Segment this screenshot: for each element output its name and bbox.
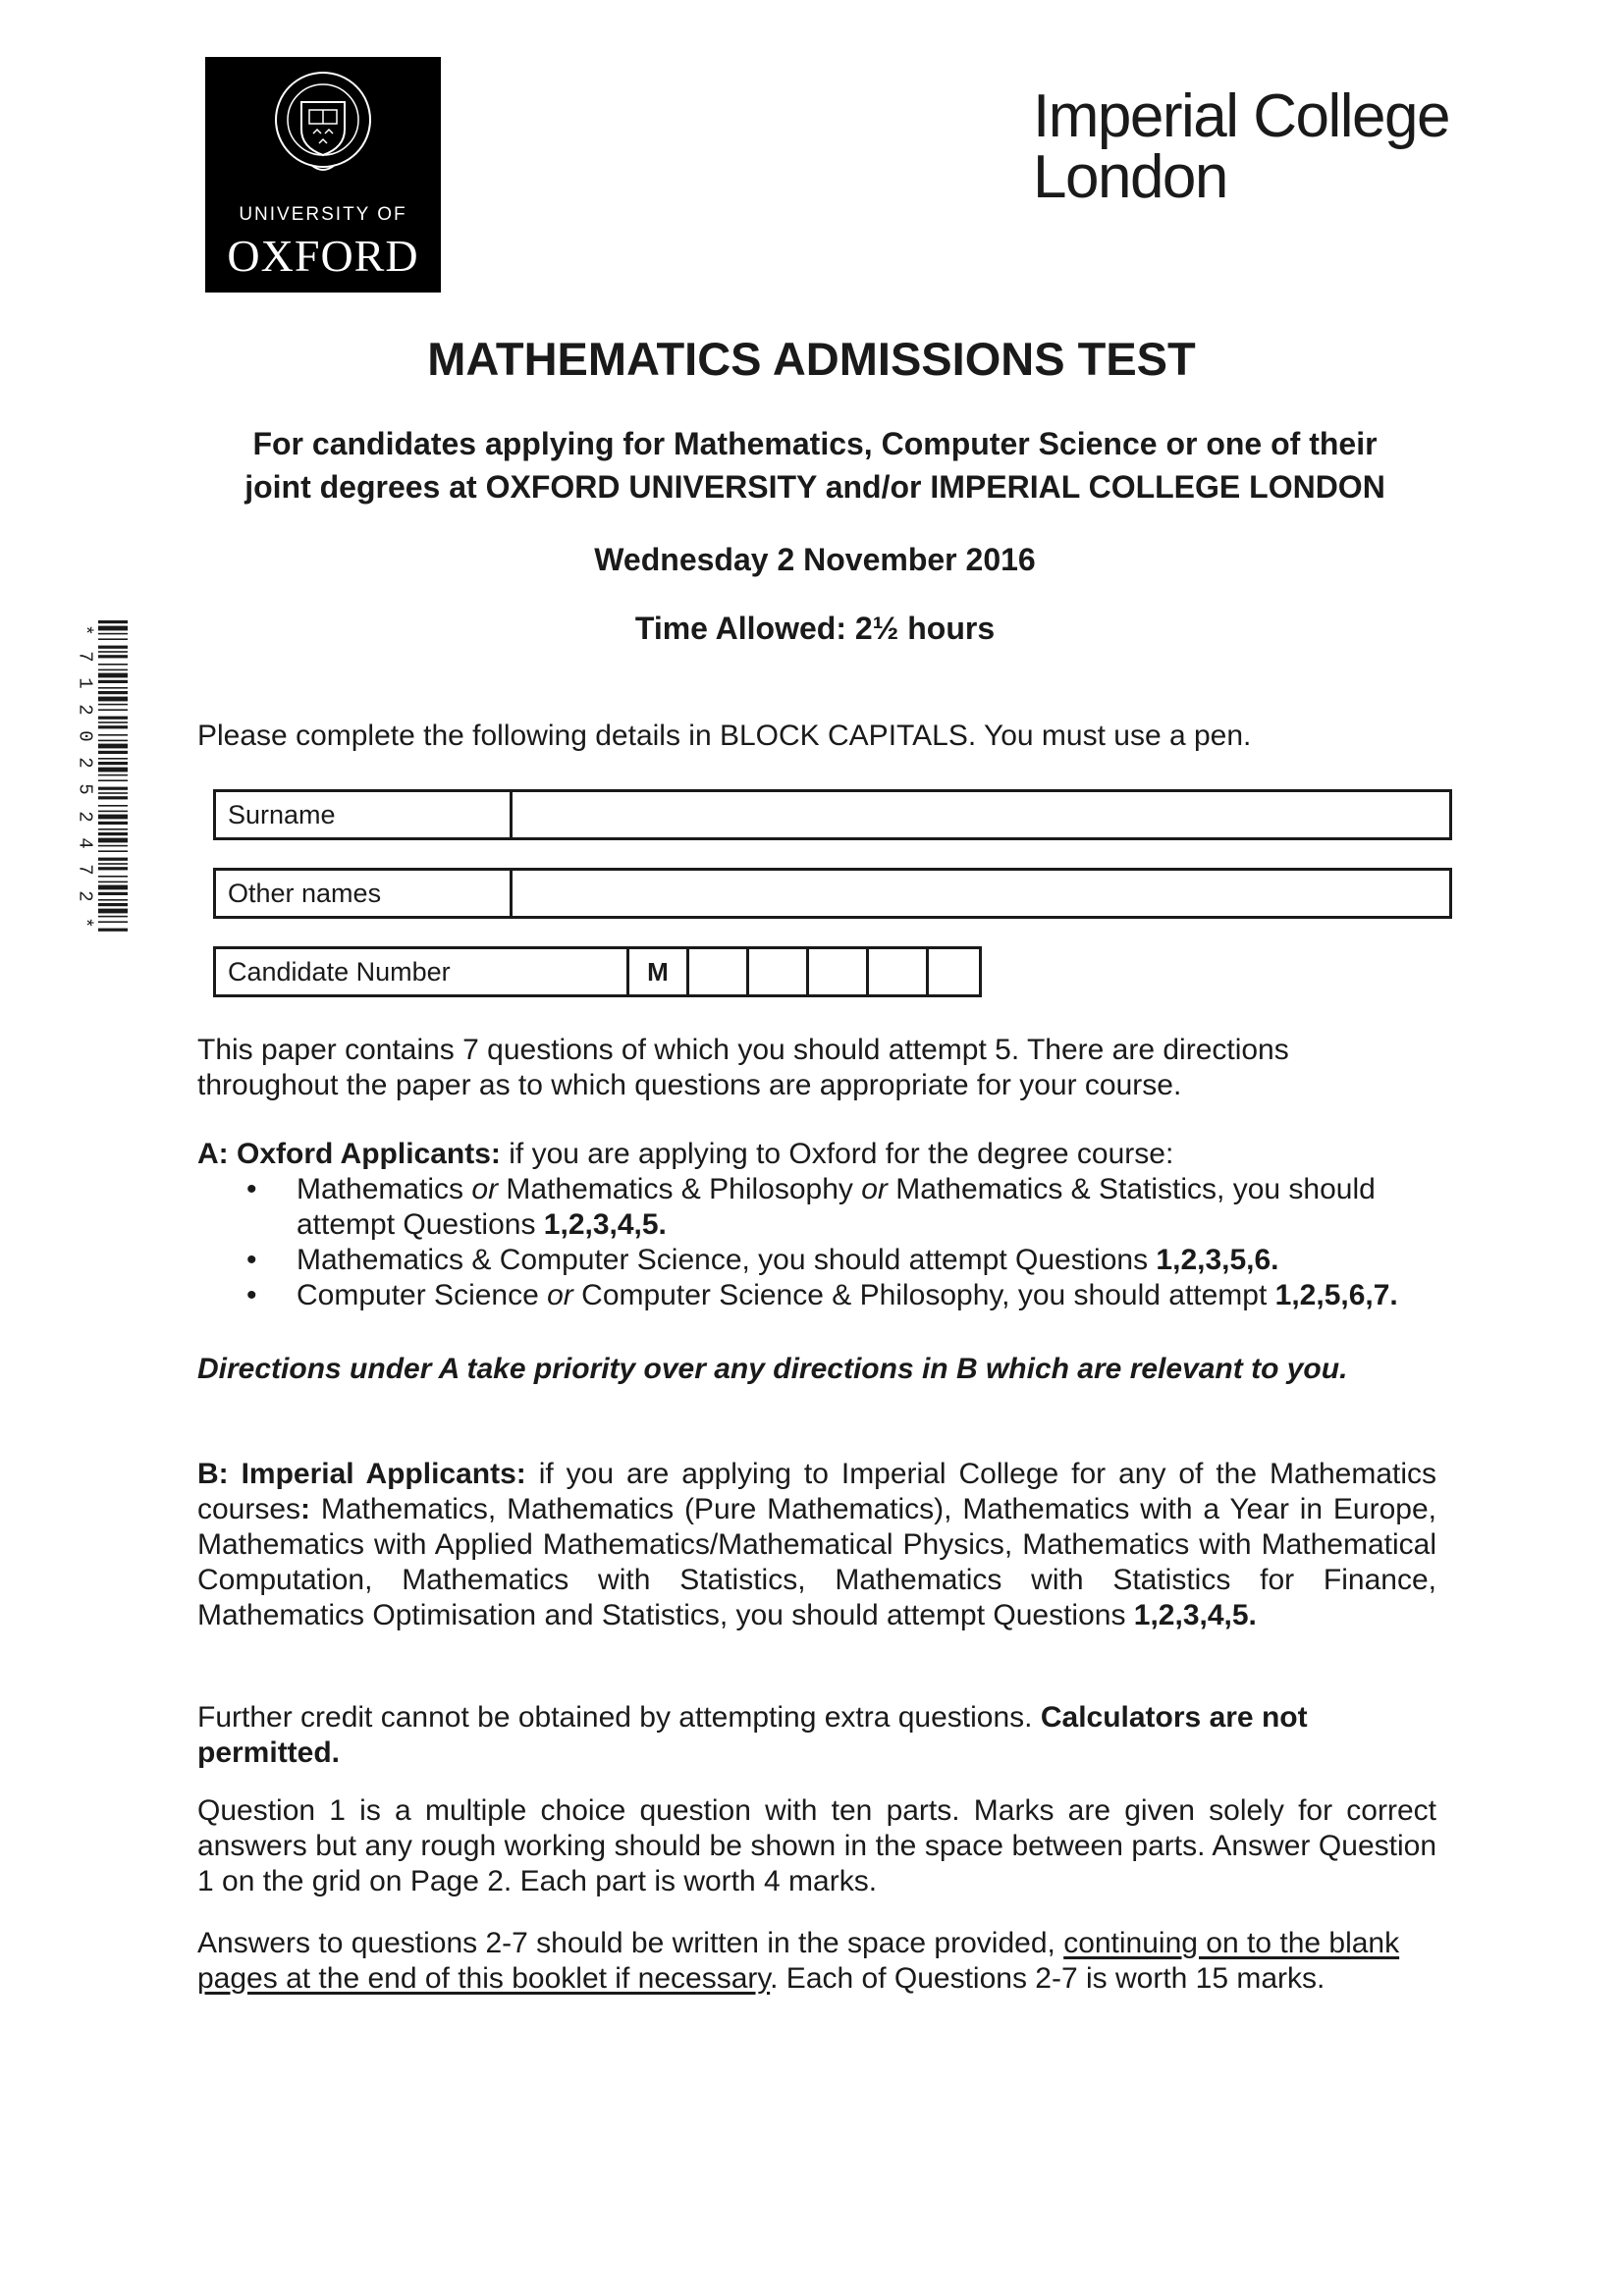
question-1-note: Question 1 is a multiple choice question with ten parts. Marks are given solely for correct answers but any rough working should be shown in the space between parts. Answer Question 1 on the grid on Page 2. Each part is worth 4 marks. xyxy=(197,1794,1436,1897)
barcode-digit: 5 xyxy=(75,783,96,796)
barcode-bar xyxy=(98,909,128,914)
barcode-bar xyxy=(98,744,128,749)
barcode-bar xyxy=(98,876,128,878)
answers-note xyxy=(197,1926,1436,1997)
barcode-bar xyxy=(98,899,128,901)
candidate-number-row xyxy=(213,946,982,997)
barcode-digit: * xyxy=(75,624,96,636)
bullet-text: Mathematics & Computer Science, you should attempt Questions xyxy=(297,1244,1157,1276)
barcode-bar xyxy=(98,832,128,835)
section-a-text: if you are applying to Oxford for the degree course: xyxy=(500,1138,1174,1170)
oxford-logo xyxy=(205,57,441,293)
barcode-bar xyxy=(98,828,128,830)
section-b-text: if you are applying to Imperial College for any of the Mathematics courses xyxy=(197,1458,1437,1525)
section-b-courses: Mathematics, Mathematics (Pure Mathematics), Mathematics with a Year in Europe, Mathematics with Applied Mathematics/Mathematical Physics, Mathematics with Mathematical Computation, Mathematics with Statistics, Mathematics with Statistics for Finance, Mathematics Optimisation and Statistics, you should attempt Questions xyxy=(197,1493,1436,1631)
barcode-bar xyxy=(98,717,128,720)
barcode-text xyxy=(73,620,98,933)
barcode-bar xyxy=(98,697,128,702)
intro-paragraph: This paper contains 7 questions of which you should attempt 5. There are directions throughout the paper as to which questions are appropriate for your course. xyxy=(197,1034,1289,1101)
barcode-bar xyxy=(98,673,128,678)
barcode-digit: 2 xyxy=(75,704,96,716)
barcode-digit: * xyxy=(75,917,96,929)
bullet-or: or xyxy=(861,1173,888,1205)
barcode-bar xyxy=(98,669,128,671)
surname-row xyxy=(213,789,1452,840)
bullet-text: Computer Science & Philosophy, you should attempt xyxy=(572,1279,1275,1311)
barcode-digit: 2 xyxy=(75,757,96,770)
barcode-bar xyxy=(98,892,128,895)
barcode-bar xyxy=(98,881,128,883)
instructions: Please complete the following details in BLOCK CAPITALS. You must use a pen. xyxy=(197,720,1252,752)
imperial-logo-line1: Imperial College xyxy=(1033,82,1449,150)
barcode xyxy=(77,620,128,933)
bullet-text: Computer Science xyxy=(297,1279,548,1311)
list-item xyxy=(197,1278,1436,1313)
list-item xyxy=(197,1243,1436,1278)
section-b-colon: : xyxy=(300,1493,311,1525)
answers-text: Answers to questions 2-7 should be written in the space provided, xyxy=(197,1927,1064,1959)
barcode-bar xyxy=(98,916,128,918)
bullet-questions: 1,2,5,6,7. xyxy=(1274,1279,1398,1311)
barcode-bar xyxy=(98,838,128,843)
subtitle-line2: joint degrees at OXFORD UNIVERSITY and/or IMPERIAL COLLEGE LONDON xyxy=(244,469,1385,505)
oxford-logo-line1: UNIVERSITY OF xyxy=(239,204,407,225)
barcode-bar xyxy=(98,845,128,847)
barcode-bar xyxy=(98,768,128,773)
section-b-heading: B: Imperial Applicants: xyxy=(197,1458,526,1490)
barcode-bar xyxy=(98,740,128,742)
barcode-bar xyxy=(98,680,128,683)
barcode-bar xyxy=(98,792,128,794)
barcode-bar xyxy=(98,687,128,689)
barcode-bar xyxy=(98,863,128,865)
barcode-bar xyxy=(98,758,128,760)
candidate-digit-box[interactable] xyxy=(869,949,929,994)
barcode-bar xyxy=(98,774,128,776)
candidate-number-label: Candidate Number xyxy=(216,949,629,994)
oxford-logo-line2: OXFORD xyxy=(227,231,419,281)
barcode-bar xyxy=(98,721,128,723)
credit-text: Further credit cannot be obtained by attempting extra questions. xyxy=(197,1701,1041,1734)
barcode-digit: 4 xyxy=(75,836,96,849)
answers-text-end: . Each of Questions 2-7 is worth 15 marks. xyxy=(770,1962,1325,1995)
barcode-digit: 2 xyxy=(75,810,96,823)
priority-note: Directions under A take priority over any directions in B which are relevant to you. xyxy=(197,1353,1348,1385)
bullet-text: Mathematics & Philosophy xyxy=(498,1173,862,1205)
barcode-bar xyxy=(98,734,128,736)
surname-label: Surname xyxy=(216,792,513,837)
candidate-prefix: M xyxy=(629,949,689,994)
barcode-bar xyxy=(98,885,128,890)
barcode-bar xyxy=(98,655,128,658)
barcode-bar xyxy=(98,787,128,790)
barcode-bar xyxy=(98,815,128,820)
barcode-bar xyxy=(98,805,128,807)
section-a-list xyxy=(197,1172,1436,1313)
barcode-bar xyxy=(98,709,128,711)
barcode-bar xyxy=(98,725,128,728)
barcode-bar xyxy=(98,822,128,825)
exam-date: Wednesday 2 November 2016 xyxy=(594,542,1036,577)
barcode-bar xyxy=(98,664,128,666)
candidate-digit-box[interactable] xyxy=(689,949,749,994)
surname-field[interactable] xyxy=(513,792,1449,837)
barcode-digit: 7 xyxy=(75,651,96,663)
bullet-text: Mathematics & Statistics, you should attempt Questions xyxy=(297,1173,1376,1241)
candidate-digit-box[interactable] xyxy=(929,949,982,994)
section-a-intro xyxy=(197,1137,1436,1172)
barcode-bar xyxy=(98,751,128,754)
oxford-crest-icon xyxy=(272,69,374,181)
barcode-bar xyxy=(98,651,128,653)
credit-note xyxy=(197,1700,1436,1771)
answers-underlined: continuing on to the blank pages at the end of this booklet if necessary xyxy=(197,1927,1400,1995)
other-names-label: Other names xyxy=(216,871,513,916)
page-title: MATHEMATICS ADMISSIONS TEST xyxy=(427,333,1196,385)
barcode-digit: 0 xyxy=(75,730,96,743)
other-names-field[interactable] xyxy=(513,871,1449,916)
barcode-digit: 1 xyxy=(75,677,96,689)
calculators-note: Calculators are not permitted. xyxy=(197,1701,1308,1769)
barcode-bar xyxy=(98,779,128,781)
imperial-logo-line2: London xyxy=(1033,143,1227,211)
bullet-questions: 1,2,3,5,6. xyxy=(1156,1244,1279,1276)
subtitle-line1: For candidates applying for Mathematics, Computer Science or one of their xyxy=(252,426,1378,461)
barcode-bar xyxy=(98,858,128,861)
barcode-digit: 2 xyxy=(75,890,96,902)
barcode-bar xyxy=(98,762,128,765)
barcode-bar xyxy=(98,704,128,706)
candidate-digit-box[interactable] xyxy=(749,949,809,994)
imperial-logo xyxy=(1033,82,1449,211)
list-item xyxy=(197,1172,1436,1243)
section-a-heading: A: Oxford Applicants: xyxy=(197,1138,501,1170)
bullet-or: or xyxy=(547,1279,573,1311)
barcode-bar xyxy=(98,691,128,694)
time-allowed: Time Allowed: 2½ hours xyxy=(634,611,996,646)
bullet-or: or xyxy=(471,1173,499,1205)
barcode-bar xyxy=(98,921,128,923)
section-b-questions: 1,2,3,4,5. xyxy=(1133,1599,1257,1631)
candidate-digit-box[interactable] xyxy=(809,949,869,994)
section-a xyxy=(197,1137,1436,1313)
barcode-bar xyxy=(98,929,128,932)
other-names-row xyxy=(213,868,1452,919)
barcode-bar xyxy=(98,796,128,799)
barcode-digit: 7 xyxy=(75,864,96,876)
barcode-bar xyxy=(98,867,128,870)
barcode-bar xyxy=(98,850,128,852)
bullet-questions: 1,2,3,4,5. xyxy=(543,1208,667,1241)
barcode-bar xyxy=(98,811,128,813)
bullet-text: Mathematics xyxy=(297,1173,472,1205)
barcode-bar xyxy=(98,903,128,906)
section-b xyxy=(197,1457,1436,1633)
